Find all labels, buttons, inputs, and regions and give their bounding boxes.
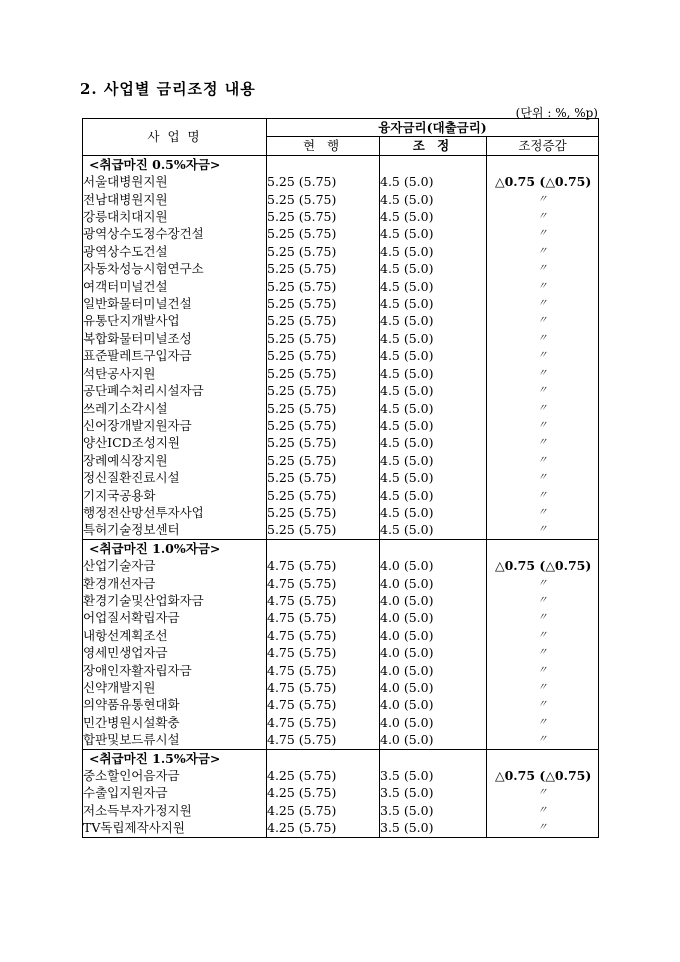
project-name-cell: 중소할인어음자금	[83, 767, 267, 784]
adjusted-rate-cell: 4.5 (5.0)	[380, 469, 487, 486]
adjusted-rate-cell: 4.0 (5.0)	[380, 679, 487, 696]
current-rate-cell: 5.25 (5.75)	[267, 365, 380, 382]
group-header-row	[83, 539, 599, 557]
project-name-cell: 광역상수도정수장건설	[83, 225, 267, 242]
rate-change-cell: 〃	[487, 592, 599, 609]
rate-change-cell: 〃	[487, 609, 599, 626]
table-row	[83, 469, 599, 486]
adjusted-rate-cell: 4.0 (5.0)	[380, 696, 487, 713]
project-name-cell: 유통단지개발사업	[83, 312, 267, 329]
current-rate-cell: 4.25 (5.75)	[267, 784, 380, 801]
rate-change-cell: 〃	[487, 260, 599, 277]
project-name-cell: 장례예식장지원	[83, 452, 267, 469]
rate-change-cell: 〃	[487, 714, 599, 731]
current-rate-cell: 5.25 (5.75)	[267, 487, 380, 504]
rate-change-cell: 〃	[487, 521, 599, 539]
adjusted-rate-cell: 4.0 (5.0)	[380, 627, 487, 644]
rate-change-cell: 〃	[487, 330, 599, 347]
adjusted-rate-cell: 4.5 (5.0)	[380, 260, 487, 277]
unit-note: (단위 : %, %p)	[515, 106, 598, 120]
table-row	[83, 295, 599, 312]
table-row	[83, 731, 599, 749]
current-rate-cell: 5.25 (5.75)	[267, 225, 380, 242]
table-row	[83, 330, 599, 347]
rate-change-cell: 〃	[487, 784, 599, 801]
rate-change-cell: △0.75 (△0.75)	[487, 557, 599, 574]
project-name-cell: 자동차성능시험연구소	[83, 260, 267, 277]
table-row	[83, 173, 599, 190]
group-empty-cell	[487, 155, 599, 173]
table-row	[83, 609, 599, 626]
project-name-cell: 여객터미널건설	[83, 278, 267, 295]
adjusted-rate-cell: 3.5 (5.0)	[380, 784, 487, 801]
adjusted-rate-cell: 4.5 (5.0)	[380, 208, 487, 225]
rate-change-cell: 〃	[487, 191, 599, 208]
current-rate-cell: 5.25 (5.75)	[267, 347, 380, 364]
project-name-cell: 서울대병원지원	[83, 173, 267, 190]
rate-change-cell: 〃	[487, 575, 599, 592]
current-rate-cell: 4.75 (5.75)	[267, 714, 380, 731]
project-name-cell: 장애인자활자립자금	[83, 662, 267, 679]
project-name-cell: 산업기술자금	[83, 557, 267, 574]
adjusted-rate-cell: 3.5 (5.0)	[380, 819, 487, 837]
table-row	[83, 504, 599, 521]
rate-change-cell: 〃	[487, 452, 599, 469]
table-row	[83, 400, 599, 417]
table-row	[83, 802, 599, 819]
table-row	[83, 521, 599, 539]
header-rate-group: 융자금리(대출금리)	[267, 119, 599, 137]
current-rate-cell: 5.25 (5.75)	[267, 382, 380, 399]
adjusted-rate-cell: 4.5 (5.0)	[380, 417, 487, 434]
current-rate-cell: 5.25 (5.75)	[267, 243, 380, 260]
project-name-cell: 쓰레기소각시설	[83, 400, 267, 417]
adjusted-rate-cell: 4.0 (5.0)	[380, 557, 487, 574]
table-row	[83, 819, 599, 837]
rate-change-cell: △0.75 (△0.75)	[487, 173, 599, 190]
current-rate-cell: 5.25 (5.75)	[267, 173, 380, 190]
current-rate-cell: 5.25 (5.75)	[267, 417, 380, 434]
rate-change-cell: 〃	[487, 400, 599, 417]
adjusted-rate-cell: 4.5 (5.0)	[380, 434, 487, 451]
project-name-cell: 어업질서확립자금	[83, 609, 267, 626]
rate-change-cell: 〃	[487, 434, 599, 451]
current-rate-cell: 4.75 (5.75)	[267, 609, 380, 626]
rate-change-cell: 〃	[487, 208, 599, 225]
adjusted-rate-cell: 4.5 (5.0)	[380, 452, 487, 469]
table-row	[83, 557, 599, 574]
group-empty-cell	[267, 539, 380, 557]
project-name-cell: 복합화물터미널조성	[83, 330, 267, 347]
adjusted-rate-cell: 4.5 (5.0)	[380, 278, 487, 295]
adjusted-rate-cell: 4.5 (5.0)	[380, 347, 487, 364]
adjusted-rate-cell: 4.5 (5.0)	[380, 173, 487, 190]
table-row	[83, 696, 599, 713]
rate-change-cell: 〃	[487, 417, 599, 434]
project-name-cell: 석탄공사지원	[83, 365, 267, 382]
adjusted-rate-cell: 4.0 (5.0)	[380, 714, 487, 731]
project-name-cell: 저소득부자가정지원	[83, 802, 267, 819]
project-name-cell: 표준팔레트구입자금	[83, 347, 267, 364]
table-row	[83, 260, 599, 277]
current-rate-cell: 5.25 (5.75)	[267, 400, 380, 417]
project-name-cell: 전남대병원지원	[83, 191, 267, 208]
group-empty-cell	[487, 749, 599, 767]
group-label: <취급마진 0.5%자금>	[83, 155, 267, 173]
section-title: 2. 사업별 금리조정 내용	[80, 80, 256, 98]
adjusted-rate-cell: 4.5 (5.0)	[380, 504, 487, 521]
rate-change-cell: 〃	[487, 278, 599, 295]
table-row	[83, 243, 599, 260]
project-name-cell: 양산ICD조성지원	[83, 434, 267, 451]
current-rate-cell: 5.25 (5.75)	[267, 295, 380, 312]
table-row	[83, 382, 599, 399]
project-name-cell: 신약개발지원	[83, 679, 267, 696]
header-project: 사 업 명	[83, 119, 267, 156]
group-empty-cell	[267, 155, 380, 173]
table-row	[83, 714, 599, 731]
table-row	[83, 487, 599, 504]
rate-change-cell: 〃	[487, 662, 599, 679]
current-rate-cell: 5.25 (5.75)	[267, 191, 380, 208]
current-rate-cell: 5.25 (5.75)	[267, 469, 380, 486]
current-rate-cell: 5.25 (5.75)	[267, 312, 380, 329]
rate-change-cell: 〃	[487, 819, 599, 837]
current-rate-cell: 5.25 (5.75)	[267, 260, 380, 277]
rate-change-cell: 〃	[487, 504, 599, 521]
current-rate-cell: 4.25 (5.75)	[267, 767, 380, 784]
project-name-cell: 일반화물터미널건설	[83, 295, 267, 312]
current-rate-cell: 4.75 (5.75)	[267, 575, 380, 592]
rate-change-cell: 〃	[487, 487, 599, 504]
adjusted-rate-cell: 4.0 (5.0)	[380, 609, 487, 626]
project-name-cell: 환경개선자금	[83, 575, 267, 592]
group-header-row	[83, 749, 599, 767]
project-name-cell: 의약품유통현대화	[83, 696, 267, 713]
current-rate-cell: 4.75 (5.75)	[267, 627, 380, 644]
rate-change-cell: 〃	[487, 679, 599, 696]
rate-change-cell: 〃	[487, 312, 599, 329]
rate-change-cell: 〃	[487, 243, 599, 260]
current-rate-cell: 4.75 (5.75)	[267, 592, 380, 609]
group-header-row	[83, 155, 599, 173]
adjusted-rate-cell: 3.5 (5.0)	[380, 802, 487, 819]
adjusted-rate-cell: 4.0 (5.0)	[380, 575, 487, 592]
table-row	[83, 592, 599, 609]
header-change: 조정증감	[487, 137, 599, 155]
project-name-cell: 공단폐수처리시설자금	[83, 382, 267, 399]
table-row	[83, 417, 599, 434]
rate-change-cell: 〃	[487, 347, 599, 364]
current-rate-cell: 5.25 (5.75)	[267, 208, 380, 225]
rate-change-cell: 〃	[487, 365, 599, 382]
table-body	[83, 155, 599, 837]
rate-change-cell: 〃	[487, 644, 599, 661]
project-name-cell: 특허기술정보센터	[83, 521, 267, 539]
group-empty-cell	[267, 749, 380, 767]
adjusted-rate-cell: 4.0 (5.0)	[380, 592, 487, 609]
rate-change-cell: 〃	[487, 802, 599, 819]
table-row	[83, 767, 599, 784]
group-label: <취급마진 1.5%자금>	[83, 749, 267, 767]
group-label: <취급마진 1.0%자금>	[83, 539, 267, 557]
project-name-cell: 내항선계획조선	[83, 627, 267, 644]
rate-change-cell: 〃	[487, 627, 599, 644]
adjusted-rate-cell: 4.5 (5.0)	[380, 225, 487, 242]
project-name-cell: 합판및보드류시설	[83, 731, 267, 749]
table-row	[83, 312, 599, 329]
project-name-cell: 정신질환진료시설	[83, 469, 267, 486]
current-rate-cell: 4.75 (5.75)	[267, 731, 380, 749]
table-row	[83, 208, 599, 225]
current-rate-cell: 4.25 (5.75)	[267, 819, 380, 837]
adjusted-rate-cell: 4.0 (5.0)	[380, 731, 487, 749]
group-empty-cell	[380, 539, 487, 557]
adjusted-rate-cell: 4.5 (5.0)	[380, 365, 487, 382]
header-current: 현 행	[267, 137, 380, 155]
project-name-cell: 민간병원시설확충	[83, 714, 267, 731]
project-name-cell: 환경기술및산업화자금	[83, 592, 267, 609]
rate-change-cell: 〃	[487, 295, 599, 312]
adjusted-rate-cell: 4.0 (5.0)	[380, 662, 487, 679]
adjusted-rate-cell: 4.5 (5.0)	[380, 521, 487, 539]
project-name-cell: 수출입지원자금	[83, 784, 267, 801]
adjusted-rate-cell: 4.5 (5.0)	[380, 243, 487, 260]
group-empty-cell	[380, 155, 487, 173]
current-rate-cell: 4.75 (5.75)	[267, 644, 380, 661]
table-row	[83, 662, 599, 679]
current-rate-cell: 4.75 (5.75)	[267, 662, 380, 679]
adjusted-rate-cell: 4.5 (5.0)	[380, 382, 487, 399]
rate-change-cell: 〃	[487, 469, 599, 486]
rate-change-cell: 〃	[487, 225, 599, 242]
project-name-cell: 기지국공용화	[83, 487, 267, 504]
table-row	[83, 679, 599, 696]
table-row	[83, 434, 599, 451]
table-row	[83, 278, 599, 295]
current-rate-cell: 5.25 (5.75)	[267, 278, 380, 295]
project-name-cell: TV독립제작사지원	[83, 819, 267, 837]
table-row	[83, 575, 599, 592]
adjusted-rate-cell: 4.5 (5.0)	[380, 191, 487, 208]
rate-change-cell: △0.75 (△0.75)	[487, 767, 599, 784]
current-rate-cell: 5.25 (5.75)	[267, 434, 380, 451]
table-row	[83, 452, 599, 469]
current-rate-cell: 4.75 (5.75)	[267, 696, 380, 713]
adjusted-rate-cell: 4.5 (5.0)	[380, 312, 487, 329]
adjusted-rate-cell: 4.5 (5.0)	[380, 400, 487, 417]
adjusted-rate-cell: 4.5 (5.0)	[380, 487, 487, 504]
group-empty-cell	[380, 749, 487, 767]
adjusted-rate-cell: 3.5 (5.0)	[380, 767, 487, 784]
table-row	[83, 225, 599, 242]
current-rate-cell: 5.25 (5.75)	[267, 330, 380, 347]
project-name-cell: 신어장개발지원자금	[83, 417, 267, 434]
table-row	[83, 644, 599, 661]
adjusted-rate-cell: 4.5 (5.0)	[380, 295, 487, 312]
rate-adjustment-table	[82, 118, 599, 838]
table-row	[83, 365, 599, 382]
project-name-cell: 광역상수도건설	[83, 243, 267, 260]
rate-change-cell: 〃	[487, 731, 599, 749]
current-rate-cell: 5.25 (5.75)	[267, 452, 380, 469]
adjusted-rate-cell: 4.0 (5.0)	[380, 644, 487, 661]
current-rate-cell: 4.75 (5.75)	[267, 557, 380, 574]
current-rate-cell: 5.25 (5.75)	[267, 521, 380, 539]
current-rate-cell: 4.75 (5.75)	[267, 679, 380, 696]
project-name-cell: 강릉대치대지원	[83, 208, 267, 225]
current-rate-cell: 5.25 (5.75)	[267, 504, 380, 521]
adjusted-rate-cell: 4.5 (5.0)	[380, 330, 487, 347]
project-name-cell: 행정전산망선투자사업	[83, 504, 267, 521]
project-name-cell: 영세민생업자금	[83, 644, 267, 661]
table-row	[83, 627, 599, 644]
group-empty-cell	[487, 539, 599, 557]
rate-change-cell: 〃	[487, 382, 599, 399]
header-adjusted: 조 정	[380, 137, 487, 155]
table-row	[83, 347, 599, 364]
rate-change-cell: 〃	[487, 696, 599, 713]
table-row	[83, 191, 599, 208]
table-row	[83, 784, 599, 801]
current-rate-cell: 4.25 (5.75)	[267, 802, 380, 819]
